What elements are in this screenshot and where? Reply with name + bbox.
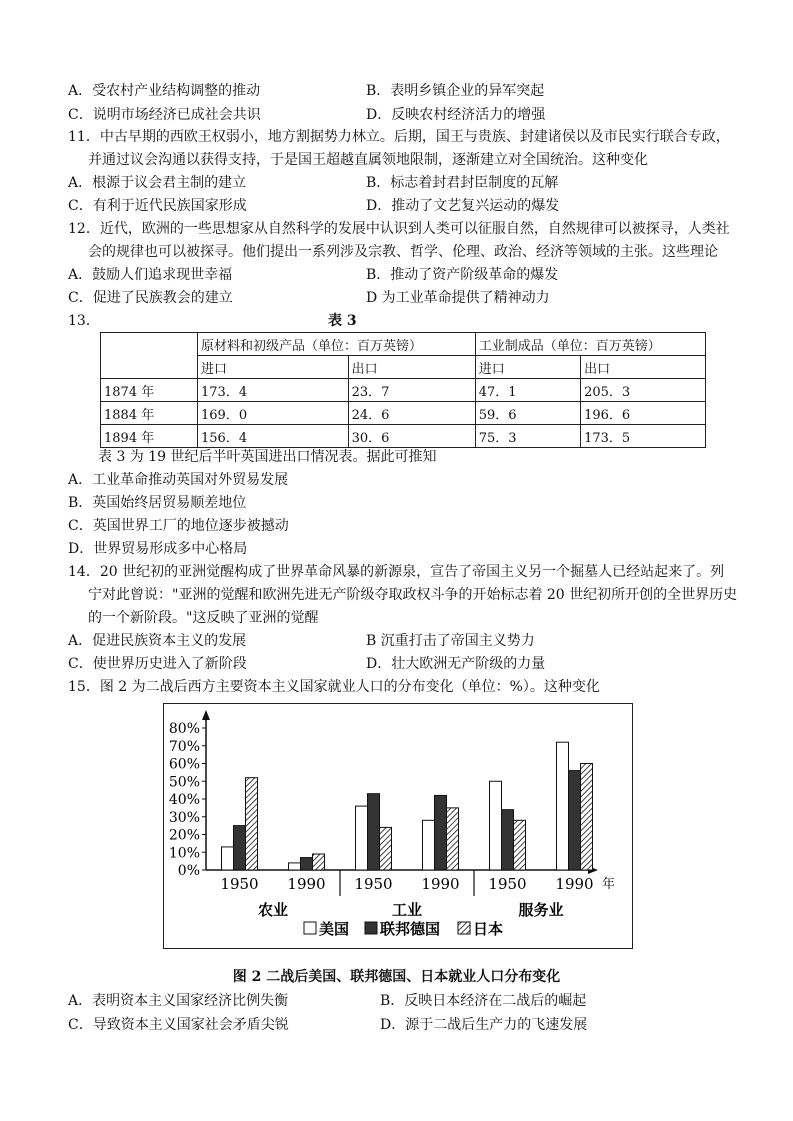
x-axis-unit: 年	[602, 877, 616, 892]
legend-swatch	[458, 922, 470, 934]
q11-stem-line1: 11．中古早期的西欧王权弱小，地方割据势力林立。后期，国王与贵族、封建诸侯以及市民实行联合专政，	[68, 129, 730, 145]
bar	[222, 847, 234, 870]
x-group-label: 农业	[257, 901, 289, 919]
bar	[380, 827, 392, 870]
y-tick-label: 40%	[168, 792, 200, 808]
bar	[289, 863, 301, 870]
q10-option-c: C．说明市场经济已成社会共识	[68, 107, 261, 123]
q13-option-c: C．英国世界工厂的地位逐步被撼动	[68, 518, 289, 534]
header-manufactured: 工业制成品（单位：百万英镑）	[475, 333, 705, 356]
bar	[301, 858, 313, 870]
legend-label: 美国	[319, 920, 350, 938]
bar	[502, 810, 514, 870]
employment-bar-chart	[164, 704, 631, 947]
q13-option-d: D．世界贸易形成多中心格局	[68, 541, 248, 557]
y-tick-label: 10%	[168, 845, 200, 862]
table-cell: 156．4	[198, 425, 349, 448]
table-cell: 75．3	[475, 425, 580, 448]
q14-stem-line2: 宁对此曾说："亚洲的觉醒和欧洲先进无产阶级夺取政权斗争的开始标志着 20 世纪初所开创的全世界历史	[88, 587, 738, 603]
x-year-label: 1990	[555, 875, 594, 893]
table-cell: 205．3	[581, 379, 706, 402]
q15-option-d: D．源于二战后生产力的飞速发展	[380, 1017, 588, 1033]
q15-option-c: C．导致资本主义国家社会矛盾尖锐	[68, 1017, 289, 1033]
header-raw-materials: 原材料和初级产品（单位：百万英镑）	[198, 333, 476, 356]
table-header-row	[101, 333, 706, 356]
legend-label: 联邦德国	[380, 920, 441, 938]
y-tick-label: 70%	[168, 738, 200, 755]
q14-option-c: C．使世界历史进入了新阶段	[68, 656, 247, 672]
table-cell: 47．1	[475, 379, 580, 402]
subheader-import: 进口	[198, 356, 349, 379]
q12-option-c: C．促进了民族教会的建立	[68, 290, 233, 306]
table-cell: 173．5	[581, 425, 706, 448]
y-tick-label: 0%	[177, 863, 200, 879]
row-year: 1874 年	[101, 379, 198, 402]
legend-label: 日本	[473, 920, 504, 938]
x-year-label: 1990	[421, 875, 460, 893]
q14-stem-line3: 的一个新阶段。"这反映了亚洲的觉醒	[88, 610, 319, 626]
subheader-export: 出口	[581, 356, 706, 379]
q12-stem-line2: 会的规律也可以被探寻。他们提出一系列涉及宗教、哲学、伦理、政治、经济等领域的主张。这些理论	[88, 244, 718, 260]
q11-option-b: B．标志着封君封臣制度的瓦解	[366, 175, 559, 191]
x-year-label: 1950	[220, 875, 259, 893]
bar	[356, 806, 368, 870]
q15-stem: 15．图 2 为二战后西方主要资本主义国家就业人口的分布变化（单位：%）。这种变化	[68, 679, 600, 695]
legend-swatch	[365, 922, 377, 934]
q11-stem-line2: 并通过议会沟通以获得支持，于是国王超越直属领地限制，逐渐建立对全国统治。这种变化	[88, 152, 648, 168]
y-tick-label: 50%	[168, 774, 200, 791]
table-row	[101, 379, 706, 402]
x-year-label: 1950	[488, 875, 527, 893]
table-cell: 30．6	[348, 425, 475, 448]
q13-option-b: B．英国始终居贸易顺差地位	[68, 495, 247, 511]
q12-option-d: D 为工业革命提供了精神动力	[366, 290, 550, 306]
q11-option-d: D．推动了文艺复兴运动的爆发	[366, 198, 560, 214]
q14-option-a: A．促进民族资本主义的发展	[68, 633, 247, 649]
q10-option-d: D．反映农村经济活力的增强	[366, 107, 546, 123]
figure-caption: 图 2 二战后美国、联邦德国、日本就业人口分布变化	[232, 969, 561, 985]
q14-stem-line1: 14．20 世纪初的亚洲觉醒构成了世界革命风暴的新源泉，宣告了帝国主义另一个掘墓人已经站起来了。列	[68, 564, 725, 580]
q11-option-a: A．根源于议会君主制的建立	[68, 175, 247, 191]
q13-option-a: A．工业革命推动英国对外贸易发展	[68, 472, 289, 488]
q15-option-a: A．表明资本主义国家经济比例失衡	[68, 993, 289, 1009]
table-cell: 196．6	[581, 402, 706, 425]
table-cell: 169．0	[198, 402, 349, 425]
y-tick-label: 30%	[168, 809, 200, 826]
q12-option-a: A．鼓励人们追求现世幸福	[68, 267, 233, 283]
table-cell: 23．7	[348, 379, 475, 402]
row-year: 1894 年	[101, 425, 198, 448]
table-corner-cell	[101, 333, 198, 379]
bar	[368, 794, 380, 870]
bar	[313, 854, 325, 870]
y-tick-label: 80%	[168, 721, 200, 737]
q13-stem: 表 3 为 19 世纪后半叶英国进出口情况表。据此可推知	[98, 449, 437, 465]
q10-option-b: B．表明乡镇企业的异军突起	[366, 83, 545, 99]
bar	[581, 764, 593, 871]
q11-option-c: C．有利于近代民族国家形成	[68, 198, 247, 214]
bar	[435, 795, 447, 870]
y-tick-label: 20%	[168, 827, 200, 844]
bar	[569, 771, 581, 870]
q13-number: 13．	[68, 313, 100, 329]
table-row	[101, 402, 706, 425]
bar	[447, 808, 459, 870]
bar	[557, 742, 569, 870]
x-year-label: 1950	[354, 875, 393, 893]
table-cell: 59．6	[475, 402, 580, 425]
y-axis-arrow	[202, 710, 210, 720]
q14-option-b: B 沉重打击了帝国主义势力	[366, 633, 535, 649]
bar	[490, 781, 502, 870]
bar	[234, 826, 246, 870]
y-tick-label: 60%	[168, 756, 200, 773]
subheader-import: 进口	[475, 356, 580, 379]
subheader-export: 出口	[348, 356, 475, 379]
table-cell: 173．4	[198, 379, 349, 402]
trade-table	[100, 332, 706, 448]
bar	[423, 820, 435, 870]
x-group-label: 工业	[391, 901, 423, 919]
q14-option-d: D．壮大欧洲无产阶级的力量	[366, 656, 546, 672]
q12-stem-line1: 12．近代，欧洲的一些思想家从自然科学的发展中认识到人类可以征服自然，自然规律可以被探寻，人类社	[68, 221, 730, 237]
legend-swatch	[304, 922, 316, 934]
x-year-label: 1990	[287, 875, 326, 893]
table-title: 表 3	[328, 313, 357, 329]
bar	[514, 820, 526, 870]
figure-2-frame	[163, 703, 633, 949]
table-cell: 24．6	[348, 402, 475, 425]
q12-option-b: B．推动了资产阶级革命的爆发	[366, 267, 559, 283]
row-year: 1884 年	[101, 402, 198, 425]
q10-option-a: A．受农村产业结构调整的推动	[68, 83, 261, 99]
table-row	[101, 425, 706, 448]
x-group-label: 服务业	[518, 901, 564, 919]
q15-option-b: B．反映日本经济在二战后的崛起	[380, 993, 587, 1009]
bar	[246, 778, 258, 870]
